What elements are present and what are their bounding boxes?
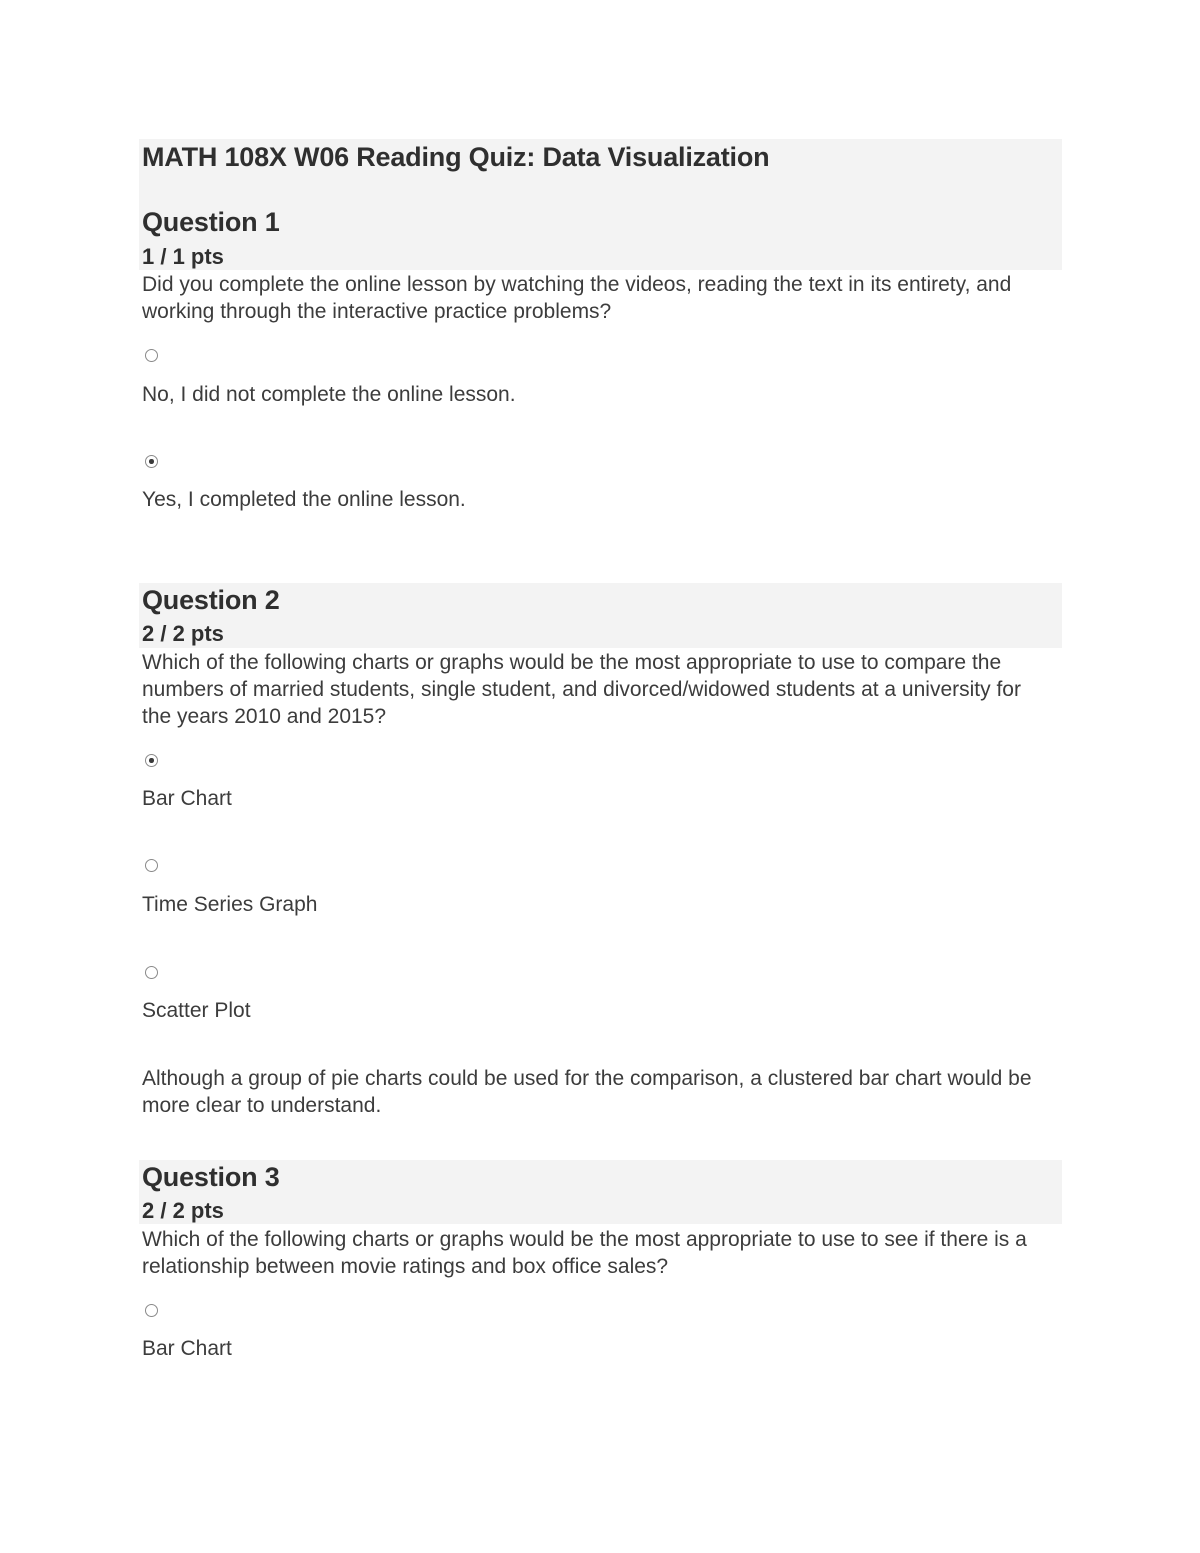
question-1-answer-2-radio[interactable] (145, 455, 158, 468)
question-2-answer-3-label: Scatter Plot (142, 999, 251, 1022)
question-1-answer-1-radio[interactable] (145, 349, 158, 362)
question-3-text: Which of the following charts or graphs would be the most appropriate to use to see if there is a relationship between movie ratings and box office sales? (142, 1228, 1027, 1278)
question-1-heading: Question 1 (142, 207, 280, 237)
question-3-points: 2 / 2 pts (142, 1198, 224, 1223)
question-1-points: 1 / 1 pts (142, 244, 224, 269)
question-3-answer-1-radio[interactable] (145, 1304, 158, 1317)
question-2-answer-3-radio[interactable] (145, 966, 158, 979)
question-2-answer-2-label: Time Series Graph (142, 893, 318, 916)
question-2-text: Which of the following charts or graphs would be the most appropriate to use to compare the numbers of married students, single student, and divorced/widowed students at a university for the years 2010 and 2015? (142, 651, 1021, 728)
question-2-answer-1-radio[interactable] (145, 754, 158, 767)
question-2-answer-1-label: Bar Chart (142, 787, 232, 810)
question-2-heading: Question 2 (142, 585, 280, 615)
question-2-points: 2 / 2 pts (142, 621, 224, 646)
question-1-answer-1-label: No, I did not complete the online lesson. (142, 383, 516, 406)
question-2-answer-2-radio[interactable] (145, 859, 158, 872)
question-1-answer-2-label: Yes, I completed the online lesson. (142, 488, 466, 511)
question-3-heading: Question 3 (142, 1162, 280, 1192)
quiz-title: MATH 108X W06 Reading Quiz: Data Visualization (142, 142, 770, 172)
question-1-text: Did you complete the online lesson by watching the videos, reading the text in its entirety, and working through the interactive practice problems? (142, 273, 1012, 323)
question-2-feedback: Although a group of pie charts could be used for the comparison, a clustered bar chart would be more clear to understand. (142, 1067, 1032, 1117)
question-3-answer-1-label: Bar Chart (142, 1337, 232, 1360)
